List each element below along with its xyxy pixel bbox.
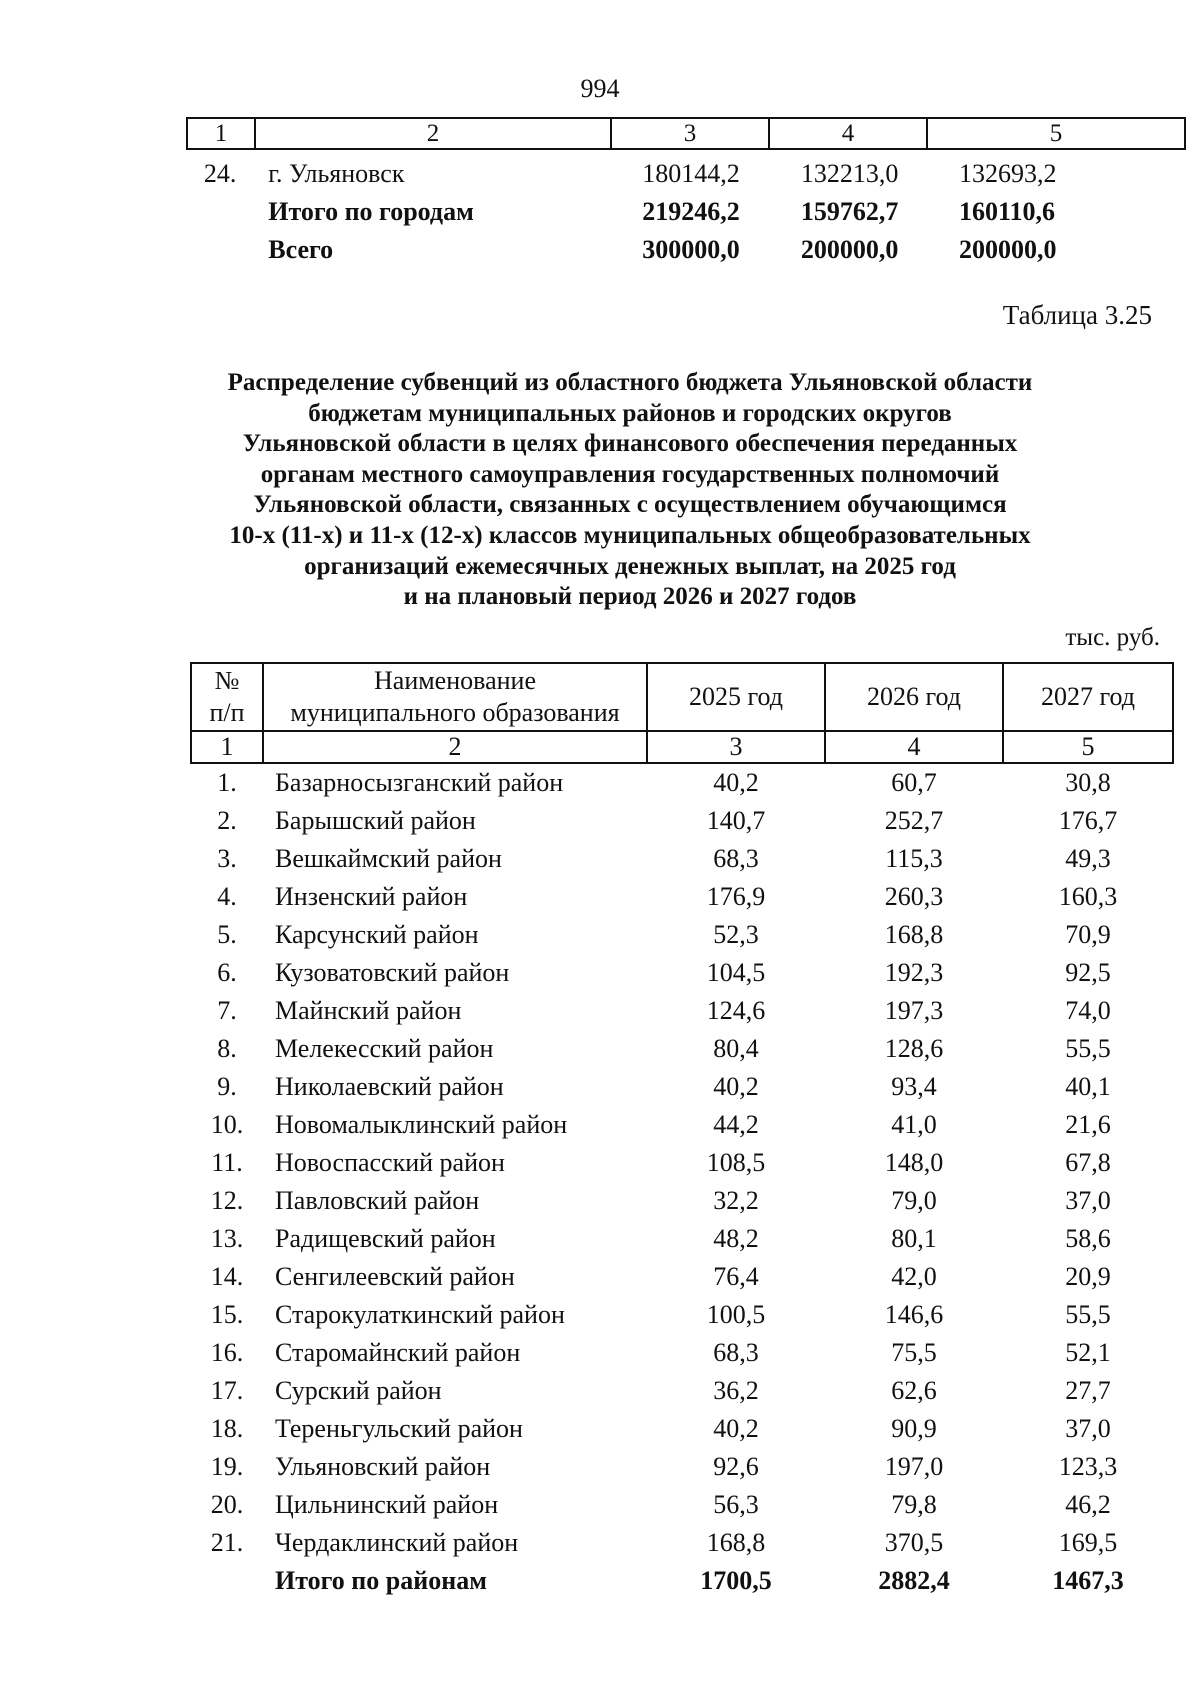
document-title [150,368,1110,613]
table-row [191,840,1173,878]
row-name: Сенгилеевский район [275,1262,515,1291]
row-value-2025: 76,4 [713,1262,759,1291]
row-value-2027: 40,1 [1065,1072,1111,1101]
row-value-2025: 108,5 [706,1148,766,1177]
row-value-2025: 104,5 [706,958,766,987]
header-number [191,663,263,731]
table-column-numbers [191,731,1173,763]
header-name [263,663,647,731]
row-value-2027: 67,8 [1065,1148,1111,1177]
row-value-2027: 176,7 [1058,806,1118,835]
table-label: Таблица 3.25 [1002,300,1152,330]
row-name: Сурский район [275,1376,442,1405]
table-row [191,1220,1173,1258]
row-number: 3. [217,844,237,873]
row-name: Базарносызганский район [275,768,564,797]
table-row [191,1258,1173,1296]
row-name: Цильнинский район [275,1490,499,1519]
row-name: Старомайнский район [275,1338,521,1367]
col-number-1: 1 [188,119,256,148]
table-row [191,992,1173,1030]
row-value-2027: 70,9 [1065,920,1111,949]
title-line: и на плановый период 2026 и 2027 годов [403,583,857,611]
row-name: Старокулаткинский район [275,1300,565,1329]
row-value-2026: 197,0 [884,1452,944,1481]
row-value-2027: 132693,2 [958,159,1057,188]
row-value-2025: 40,2 [713,768,759,797]
row-value-2027: 123,3 [1058,1452,1118,1481]
row-value-2027: 74,0 [1065,996,1111,1025]
row-value-2025: 300000,0 [642,235,740,264]
prev-table [186,155,1186,269]
row-value-2025: 140,7 [706,806,766,835]
table-row [186,193,1186,231]
row-value-2026: 260,3 [884,882,944,911]
row-name: Кузоватовский район [275,958,510,987]
table-row [191,1486,1173,1524]
col-number-3: 3 [612,119,770,148]
col-number-4: 4 [770,119,928,148]
row-value-2025: 40,2 [713,1414,759,1443]
row-number: 18. [210,1414,244,1443]
row-value-2025: 1700,5 [700,1566,772,1595]
row-name: Радищевский район [275,1224,496,1253]
title-line: Распределение субвенций из областного бюджета Ульяновской области [227,369,1033,396]
row-name: Ульяновский район [275,1452,491,1481]
row-value-2027: 52,1 [1065,1338,1111,1367]
row-number: 8. [217,1034,237,1063]
row-value-2027: 49,3 [1065,844,1111,873]
row-value-2027: 92,5 [1065,958,1111,987]
row-value-2025: 124,6 [706,996,766,1025]
row-number: 17. [210,1376,244,1405]
row-value-2026: 146,6 [884,1300,944,1329]
table-header-row [191,663,1173,731]
row-value-2026: 148,0 [884,1148,944,1177]
row-name: Мелекесский район [275,1034,494,1063]
row-number: 7. [217,996,237,1025]
table-row [191,1068,1173,1106]
row-number: 19. [210,1452,244,1481]
table-row [191,1106,1173,1144]
table-row [191,1334,1173,1372]
row-number: 21. [210,1528,244,1557]
title-line: Ульяновской области, связанных с осуществлением обучающимся [253,491,1007,519]
row-value-2026: 197,3 [884,996,944,1025]
row-value-2025: 68,3 [713,1338,759,1367]
row-number: 12. [210,1186,244,1215]
header-number-line1: № [214,666,240,695]
row-value-2026: 132213,0 [800,159,899,188]
row-value-2025: 44,2 [713,1110,759,1139]
row-number: 9. [217,1072,237,1101]
total-row [191,1562,1173,1600]
header-2025: 2025 год [647,663,825,731]
row-name: г. Ульяновск [268,159,405,188]
row-value-2026: 75,5 [891,1338,937,1367]
row-value-2026: 93,4 [891,1072,937,1101]
row-value-2025: 180144,2 [642,159,740,188]
row-name: Инзенский район [275,882,468,911]
row-value-2025: 36,2 [713,1376,759,1405]
table-row [191,916,1173,954]
row-value-2026: 79,0 [891,1186,937,1215]
title-line: Ульяновской области в целях финансового обеспечения переданных [242,430,1018,458]
row-name: Карсунский район [275,920,479,949]
col-number-3: 3 [647,731,825,763]
row-value-2025: 48,2 [713,1224,759,1253]
row-number: 2. [217,806,237,835]
units-label: тыс. руб. [1065,624,1160,651]
row-name: Тереньгульский район [275,1414,523,1443]
row-value-2027: 20,9 [1065,1262,1111,1291]
table-body [191,763,1173,1600]
col-number-2: 2 [263,731,647,763]
row-name: Новоспасский район [275,1148,505,1177]
row-number: 1. [217,768,237,797]
row-value-2027: 37,0 [1065,1414,1111,1443]
row-value-2026: 200000,0 [800,235,899,264]
row-number: 20. [210,1490,244,1519]
title-line: бюджетам муниципальных районов и городских округов [308,399,952,427]
row-value-2026: 115,3 [885,844,943,873]
row-number [191,1562,263,1600]
col-number-4: 4 [825,731,1003,763]
row-value-2027: 160110,6 [958,197,1056,226]
row-value-2026: 2882,4 [878,1566,950,1595]
header-2027: 2027 год [1003,663,1173,731]
row-number: 15. [210,1300,244,1329]
row-number: 10. [210,1110,244,1139]
row-name: Николаевский район [275,1072,504,1101]
row-name: Барышский район [275,806,476,835]
row-value-2025: 176,9 [706,882,766,911]
header-name-line2: муниципального образования [290,698,620,727]
header-2026: 2026 год [825,663,1003,731]
row-value-2026: 90,9 [891,1414,937,1443]
row-number: 5. [217,920,237,949]
row-number: 16. [210,1338,244,1367]
row-value-2025: 168,8 [706,1528,766,1557]
table-row [191,1182,1173,1220]
page-number: 994 [580,74,620,103]
row-value-2027: 30,8 [1065,768,1111,797]
row-value-2026: 41,0 [891,1110,937,1139]
prev-table-column-numbers [186,117,1186,150]
row-number [186,231,254,269]
col-number-1: 1 [191,731,263,763]
row-value-2025: 56,3 [713,1490,759,1519]
row-value-2025: 40,2 [713,1072,759,1101]
row-value-2027: 46,2 [1065,1490,1111,1519]
row-number: 24. [203,159,237,188]
row-number [186,193,254,231]
table-row [191,1448,1173,1486]
row-name: Чердаклинский район [275,1528,519,1557]
row-value-2025: 100,5 [706,1300,766,1329]
row-value-2026: 62,6 [891,1376,937,1405]
col-number-5: 5 [1049,120,1063,147]
table-row [191,954,1173,992]
row-number: 13. [210,1224,244,1253]
row-number: 11. [211,1148,243,1177]
row-value-2026: 42,0 [891,1262,937,1291]
table-row [191,1144,1173,1182]
row-value-2026: 80,1 [891,1224,937,1253]
title-line: организаций ежемесячных денежных выплат, на 2025 год [304,552,956,580]
table-row [186,155,1186,193]
row-value-2025: 52,3 [713,920,759,949]
row-value-2027: 55,5 [1065,1300,1111,1329]
title-line: 10-х (11-х) и 11-х (12-х) классов муниципальных общеобразовательных [229,521,1031,549]
row-value-2027: 58,6 [1065,1224,1111,1253]
row-value-2025: 32,2 [713,1186,759,1215]
subvention-table [190,662,1174,1600]
table-row [191,1524,1173,1562]
row-name: Новомалыклинский район [275,1110,568,1139]
table-row [186,231,1186,269]
title-line: органам местного самоуправления государственных полномочий [260,460,1000,488]
row-value-2026: 192,3 [884,958,944,987]
table-row [191,1030,1173,1068]
row-value-2025: 68,3 [713,844,759,873]
row-value-2027: 55,5 [1065,1034,1111,1063]
header-name-line1: Наименование [374,666,536,695]
row-name: Итого по районам [275,1566,487,1595]
table-row [191,802,1173,840]
row-value-2026: 370,5 [884,1528,944,1557]
row-name: Майнский район [275,996,462,1025]
row-value-2026: 128,6 [884,1034,944,1063]
row-value-2027: 200000,0 [958,235,1057,264]
row-value-2025: 80,4 [713,1034,759,1063]
row-name: Всего [268,235,334,264]
table-row [191,1372,1173,1410]
col-number-2: 2 [256,119,612,148]
row-value-2026: 168,8 [884,920,944,949]
row-number: 14. [210,1262,244,1291]
row-number: 4. [217,882,237,911]
row-value-2025: 219246,2 [642,197,740,226]
row-value-2027: 27,7 [1065,1376,1111,1405]
row-value-2026: 60,7 [891,768,937,797]
row-value-2027: 169,5 [1058,1528,1118,1557]
col-number-5: 5 [1003,731,1173,763]
row-value-2027: 37,0 [1065,1186,1111,1215]
row-value-2027: 1467,3 [1052,1566,1124,1595]
row-name: Павловский район [275,1186,480,1215]
row-value-2027: 160,3 [1058,882,1118,911]
table-row [191,1410,1173,1448]
row-value-2025: 92,6 [713,1452,759,1481]
table-row [191,878,1173,916]
row-name: Вешкаймский район [275,844,502,873]
row-number: 6. [217,958,237,987]
header-number-line2: п/п [209,698,245,727]
row-value-2026: 252,7 [884,806,944,835]
table-row [191,1296,1173,1334]
table-row [191,763,1173,802]
row-name: Итого по городам [268,197,474,226]
row-value-2026: 159762,7 [800,197,899,226]
row-value-2026: 79,8 [891,1490,937,1519]
row-value-2027: 21,6 [1065,1110,1111,1139]
